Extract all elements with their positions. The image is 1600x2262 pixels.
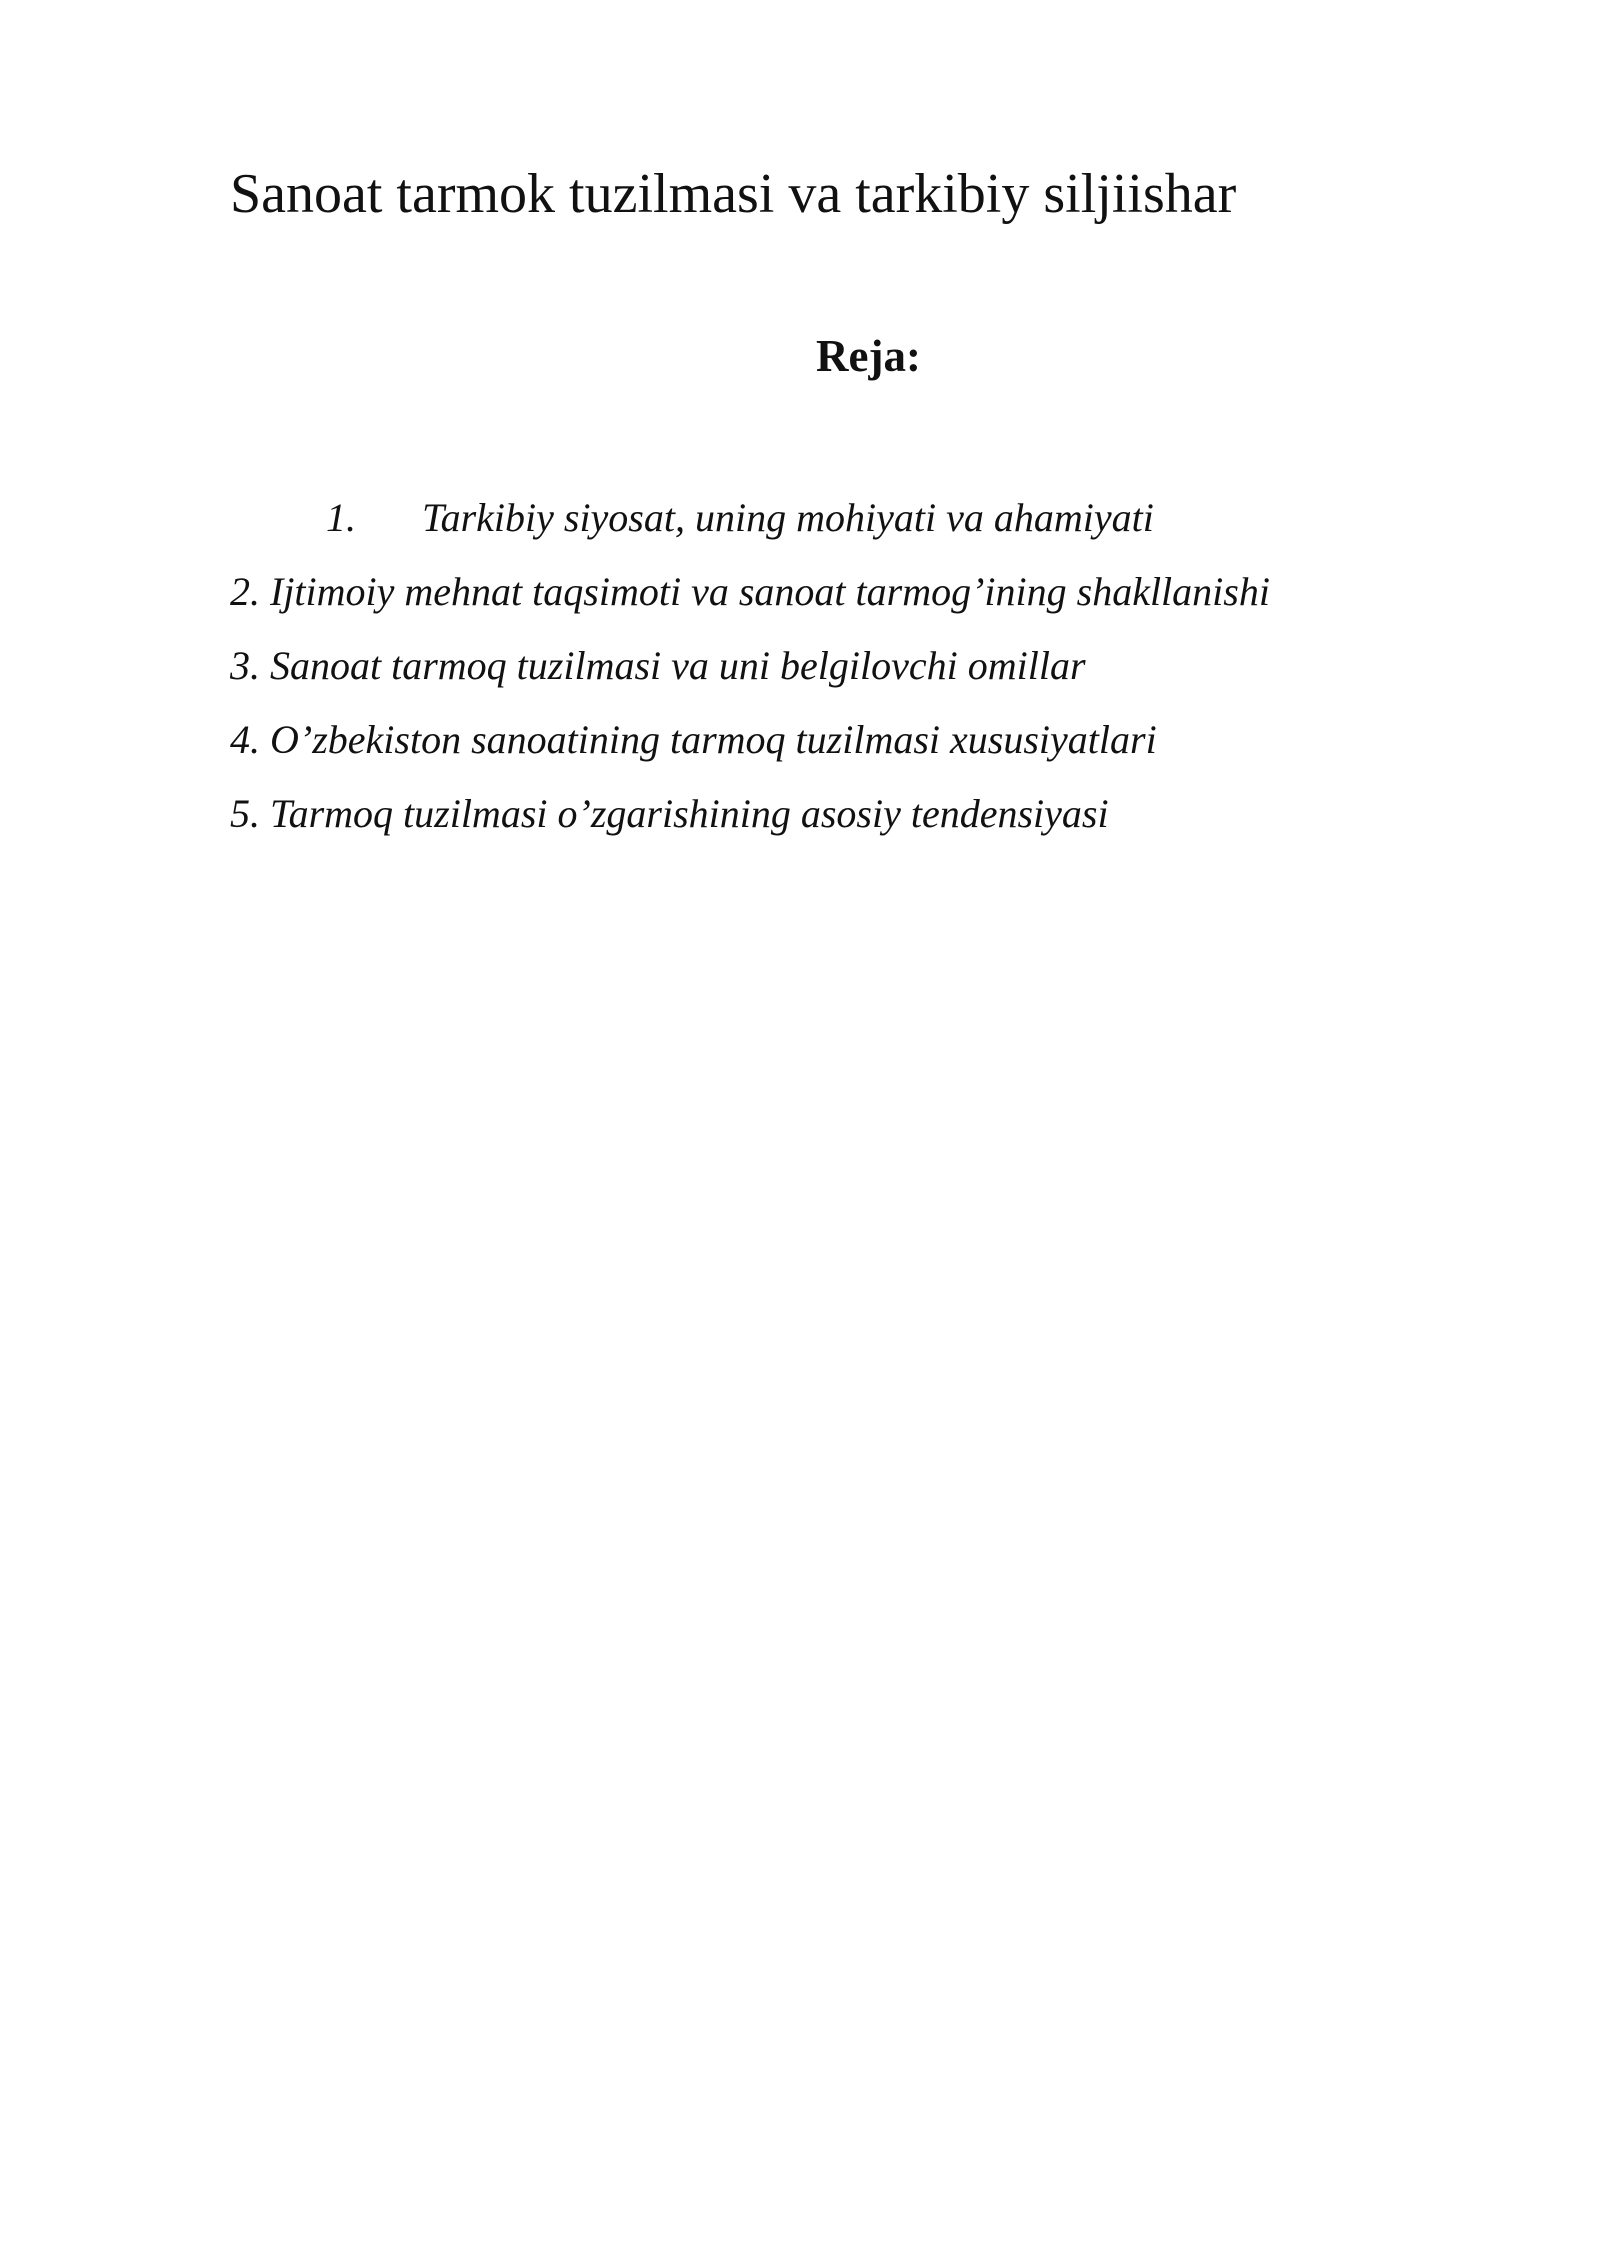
plan-item-text: Tarmoq tuzilmasi o’zgarishining asosiy tendensiyasi — [270, 791, 1109, 836]
plan-item — [230, 490, 1270, 564]
plan-item — [230, 564, 1270, 638]
plan-item-number: 5. — [230, 791, 260, 836]
plan-item-text: O’zbekiston sanoatining tarmoq tuzilmasi xususiyatlari — [270, 717, 1157, 762]
document-title: Sanoat tarmok tuzilmasi va tarkibiy siljiishar — [230, 163, 1237, 225]
plan-item-number: 2. — [230, 569, 260, 614]
plan-list — [230, 490, 1270, 860]
plan-item-text: Sanoat tarmoq tuzilmasi va uni belgilovchi omillar — [270, 643, 1086, 688]
plan-item — [230, 638, 1270, 712]
plan-heading: Reja: — [816, 331, 921, 381]
plan-item-number: 4. — [230, 717, 260, 762]
plan-item — [230, 786, 1270, 860]
plan-item — [230, 712, 1270, 786]
plan-item-text: Tarkibiy siyosat, uning mohiyati va ahamiyati — [422, 495, 1154, 540]
plan-item-number: 1. — [326, 495, 356, 540]
plan-item-number: 3. — [230, 643, 260, 688]
plan-item-text: Ijtimoiy mehnat taqsimoti va sanoat tarmog’ining shakllanishi — [270, 569, 1270, 614]
